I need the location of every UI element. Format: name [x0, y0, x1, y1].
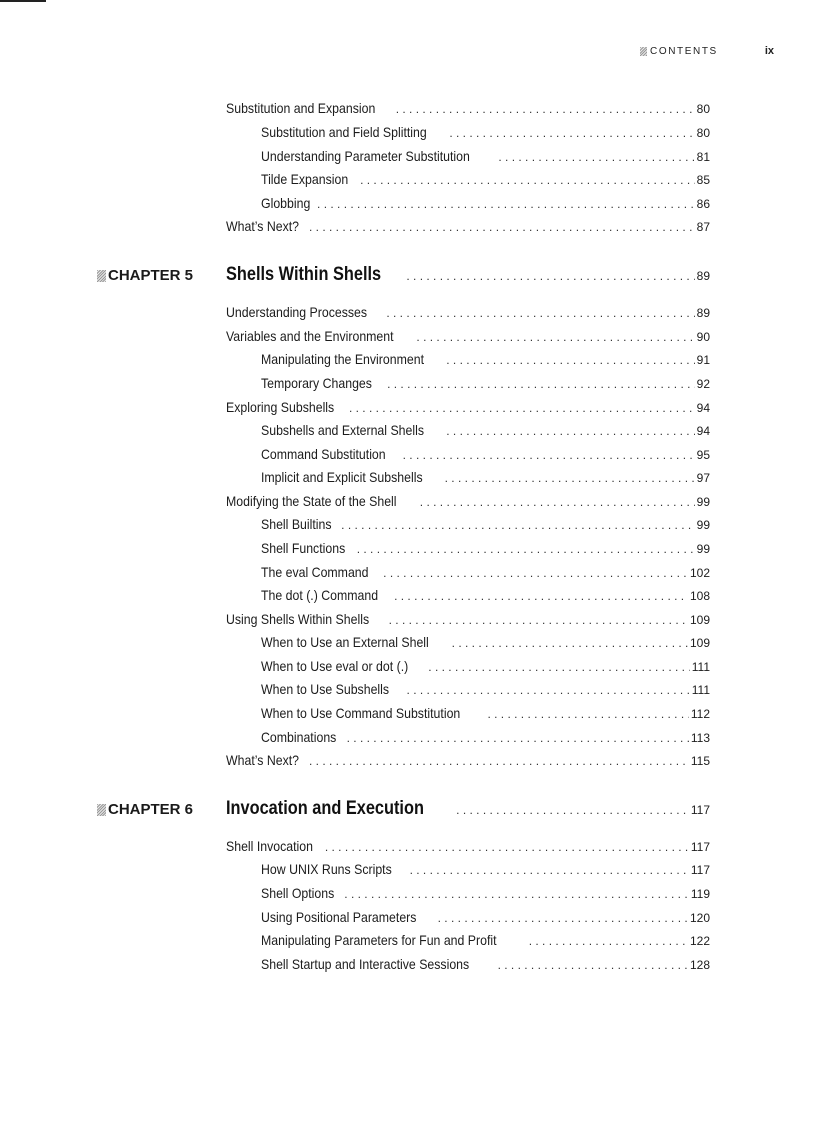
toc-entry-page: 102	[689, 566, 710, 580]
toc-entry-title: Exploring Subshells	[226, 399, 335, 415]
toc-entry-title: Manipulating the Environment	[261, 351, 425, 367]
toc-entry-page: 115	[690, 754, 710, 768]
chapter-6-label	[97, 801, 193, 818]
toc-entry-title: When to Use eval or dot (.)	[261, 658, 409, 674]
toc-entry-title: Combinations	[261, 729, 337, 745]
toc-entry-title: Temporary Changes	[261, 375, 372, 391]
leader-dots	[407, 683, 690, 697]
chapter-page: 117	[690, 803, 710, 817]
toc-entry[interactable]	[261, 564, 710, 580]
toc-entry[interactable]	[261, 681, 710, 697]
toc-entry-page: 112	[690, 707, 710, 721]
corner-rule	[0, 0, 46, 2]
leader-dots	[406, 269, 694, 283]
leader-dots	[529, 934, 688, 948]
toc-entry-title: Understanding Parameter Substitution	[261, 148, 470, 164]
toc-entry[interactable]	[261, 422, 710, 438]
toc-entry-title: Understanding Processes	[226, 304, 368, 320]
leader-dots	[344, 887, 689, 901]
chapter-5-label	[97, 267, 193, 284]
toc-entry-page: 94	[696, 401, 710, 415]
hatch-icon	[640, 47, 647, 56]
toc-entry-page: 90	[696, 330, 710, 344]
toc-entry-page: 80	[696, 126, 710, 140]
toc-entry-title: What’s Next?	[226, 752, 300, 768]
toc-entry-page: 80	[696, 102, 710, 116]
leader-dots	[438, 911, 688, 925]
leader-dots	[420, 495, 695, 509]
chapter-label-text: CHAPTER 6	[108, 801, 194, 818]
toc-entry[interactable]	[261, 587, 710, 603]
leader-dots	[446, 424, 694, 438]
toc-entry[interactable]	[261, 124, 710, 140]
toc-entry-title: Using Positional Parameters	[261, 909, 417, 925]
toc-entry-title: What’s Next?	[226, 218, 300, 234]
leader-dots	[456, 803, 689, 817]
toc-entry-page: 117	[690, 840, 710, 854]
toc-entry-page: 86	[696, 197, 710, 211]
toc-entry-page: 122	[689, 934, 710, 948]
toc-entry-page: 111	[691, 660, 710, 674]
leader-dots	[452, 636, 688, 650]
toc-entry[interactable]	[261, 885, 710, 901]
leader-dots	[410, 863, 689, 877]
toc-entry-title: The dot (.) Command	[261, 587, 379, 603]
hatch-icon	[97, 270, 106, 282]
toc-entry-page: 117	[690, 863, 710, 877]
toc-entry-page: 87	[696, 220, 710, 234]
toc-entry-page: 81	[696, 150, 710, 164]
toc-entry-page: 120	[689, 911, 710, 925]
leader-dots	[487, 707, 688, 721]
leader-dots	[389, 613, 688, 627]
toc-entry[interactable]	[261, 658, 710, 674]
toc-entry[interactable]	[261, 195, 710, 211]
toc-entry-page: 89	[696, 306, 710, 320]
toc-entry-page: 113	[690, 731, 710, 745]
running-head-label: CONTENTS	[650, 45, 718, 57]
leader-dots	[387, 377, 695, 391]
toc-entry[interactable]	[261, 932, 710, 948]
toc-entry[interactable]	[226, 399, 710, 415]
toc-entry[interactable]	[226, 611, 710, 627]
toc-entry[interactable]	[226, 838, 710, 854]
toc-entry-page: 95	[696, 448, 710, 462]
leader-dots	[360, 173, 695, 187]
leader-dots	[317, 197, 695, 211]
toc-entry-title: Shell Options	[261, 885, 335, 901]
leader-dots	[383, 566, 688, 580]
toc-entry-title: The eval Command	[261, 564, 369, 580]
toc-entry-title: Manipulating Parameters for Fun and Profit	[261, 932, 497, 948]
leader-dots	[325, 840, 689, 854]
toc-entry-title: When to Use an External Shell	[261, 634, 429, 650]
toc-entry[interactable]	[261, 729, 710, 745]
leader-dots	[309, 220, 695, 234]
toc-entry-title: Subshells and External Shells	[261, 422, 425, 438]
leader-dots	[403, 448, 695, 462]
toc-entry-page: 109	[689, 613, 710, 627]
leader-dots	[386, 306, 694, 320]
toc-entry-title: Shell Startup and Interactive Sessions	[261, 956, 470, 972]
toc-entry-title: Command Substitution	[261, 446, 386, 462]
toc-entry-title: Shell Builtins	[261, 516, 332, 532]
running-head	[640, 44, 780, 58]
toc-entry-title: Substitution and Field Splitting	[261, 124, 427, 140]
toc-entry[interactable]	[261, 375, 710, 391]
toc-entry[interactable]	[226, 752, 710, 768]
toc-entry-page: 119	[690, 887, 710, 901]
chapter-5-heading[interactable]	[226, 264, 710, 286]
toc-entry[interactable]	[226, 304, 710, 320]
toc-entry-title: Variables and the Environment	[226, 328, 394, 344]
toc-entry-page: 92	[696, 377, 710, 391]
toc-entry-title: Shell Invocation	[226, 838, 313, 854]
toc-entry[interactable]	[261, 171, 710, 187]
leader-dots	[445, 471, 695, 485]
hatch-icon	[97, 804, 106, 816]
leader-dots	[449, 126, 694, 140]
leader-dots	[446, 353, 694, 367]
toc-entry-page: 85	[696, 173, 710, 187]
toc-entry[interactable]	[261, 148, 710, 164]
leader-dots	[349, 401, 695, 415]
toc-entry[interactable]	[261, 861, 710, 877]
toc-entry[interactable]	[261, 909, 710, 925]
toc-entry-title: How UNIX Runs Scripts	[261, 861, 392, 877]
leader-dots	[498, 958, 688, 972]
toc-entry[interactable]	[261, 469, 710, 485]
toc-entry[interactable]	[226, 218, 710, 234]
toc-entry[interactable]	[261, 634, 710, 650]
page-number: ix	[764, 45, 774, 57]
leader-dots	[309, 754, 689, 768]
leader-dots	[498, 150, 694, 164]
toc-entry-page: 97	[696, 471, 710, 485]
toc-entry-page: 109	[689, 636, 710, 650]
chapter-title: Invocation and Execution	[226, 798, 424, 819]
toc-entry-title: Substitution and Expansion	[226, 100, 376, 116]
toc-entry[interactable]	[226, 328, 710, 344]
toc-entry[interactable]	[226, 493, 710, 509]
leader-dots	[416, 330, 694, 344]
leader-dots	[394, 589, 688, 603]
toc-entry-page: 99	[696, 495, 710, 509]
toc-entry-title: When to Use Subshells	[261, 681, 390, 697]
toc-entry[interactable]	[261, 956, 710, 972]
leader-dots	[428, 660, 689, 674]
toc-entry-title: Modifying the State of the Shell	[226, 493, 397, 509]
toc-entry-title: Shell Functions	[261, 540, 346, 556]
toc-entry-page: 111	[691, 683, 710, 697]
toc-entry[interactable]	[261, 351, 710, 367]
toc-entry[interactable]	[261, 516, 710, 532]
leader-dots	[341, 518, 694, 532]
toc-entry-title: Using Shells Within Shells	[226, 611, 370, 627]
toc-entry-page: 108	[689, 589, 710, 603]
toc-entry-page: 91	[696, 353, 710, 367]
toc-entry-title: Implicit and Explicit Subshells	[261, 469, 423, 485]
leader-dots	[357, 542, 695, 556]
toc-entry-title: Tilde Expansion	[261, 171, 349, 187]
toc-entry-title: When to Use Command Substitution	[261, 705, 461, 721]
toc-entry-page: 128	[689, 958, 710, 972]
chapter-6-heading[interactable]	[226, 798, 710, 820]
toc-entry-page: 99	[696, 518, 710, 532]
leader-dots	[347, 731, 689, 745]
toc-entry-title: Globbing	[261, 195, 311, 211]
chapter-title: Shells Within Shells	[226, 264, 382, 285]
toc-entry-page: 94	[696, 424, 710, 438]
toc-entry[interactable]	[261, 540, 710, 556]
toc-entry[interactable]	[261, 705, 710, 721]
toc-entry-page: 99	[696, 542, 710, 556]
toc-entry[interactable]	[226, 100, 710, 116]
leader-dots	[396, 102, 695, 116]
chapter-label-text: CHAPTER 5	[108, 267, 194, 284]
chapter-page: 89	[696, 269, 710, 283]
toc-entry[interactable]	[261, 446, 710, 462]
